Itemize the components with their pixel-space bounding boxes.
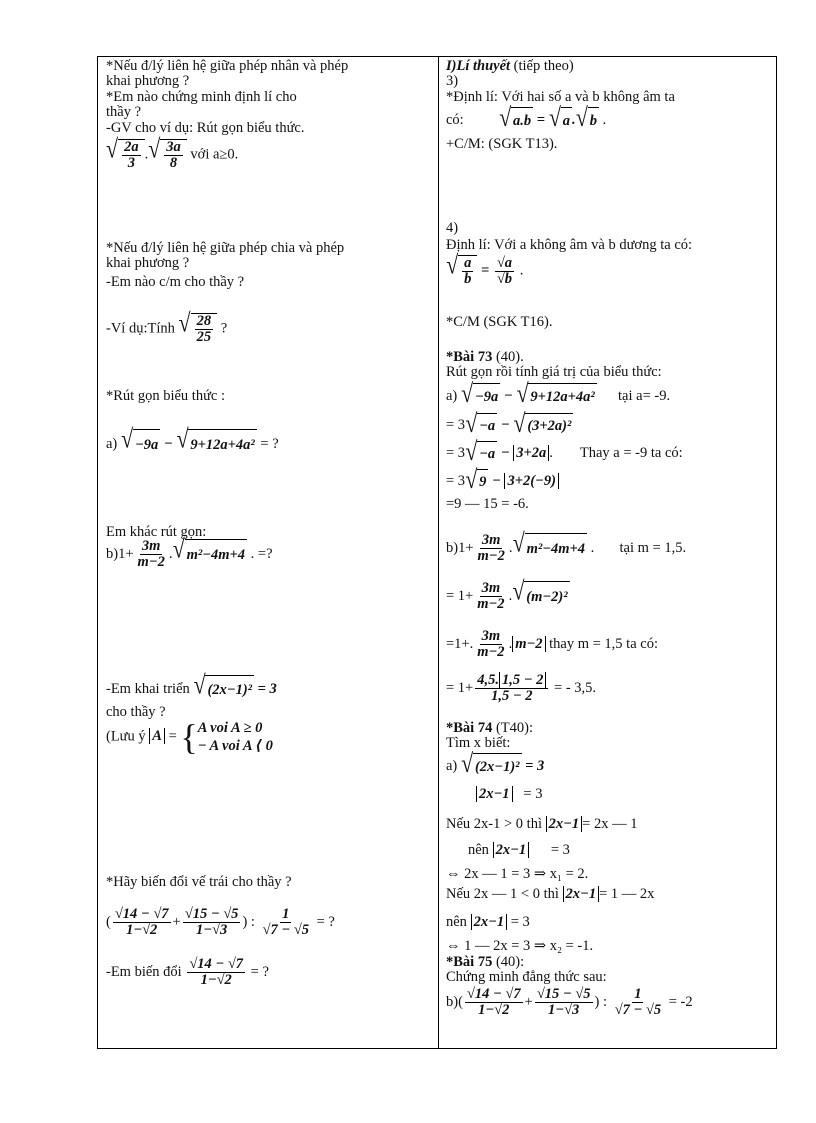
right-bai74-task: Tìm x biết: [446, 735, 511, 751]
right-n3: 3) [446, 73, 459, 89]
right-thm1-formula: có: √ a.b = √ a . √ b . [446, 107, 606, 134]
right-74-case1-nen: nên 2x−1 = 3 [468, 842, 570, 858]
left-q10-tail: = ? [250, 964, 269, 980]
left-q7: Em khác rút gọn: [106, 524, 207, 540]
left-q4-line1: *Nếu đ/lý liên hệ giữa phép chia và phép [106, 240, 345, 256]
left-q2-line2: thầy ? [106, 104, 142, 120]
left-case2: − A voi A ⟨ 0 [197, 738, 273, 754]
right-bai73-ref: (40). [495, 349, 524, 365]
left-q3: -GV cho ví dụ: Rút gọn biểu thức. [106, 120, 305, 136]
right-74-nen-eq: = 3 [550, 842, 570, 858]
right-74-case1: Nếu 2x-1 > 0 thì 2x−1 = 2x — 1 [446, 816, 638, 832]
right-74a-abs-eq: = 3 [523, 786, 543, 802]
right-73b: b)1+ $\frac{3m}{m-2}$ . √ m²−4m+4 . tại m = 1,5. [446, 527, 687, 565]
column-divider [438, 57, 439, 1048]
right-bai75-task: Chứng minh đẳng thức sau: [446, 969, 607, 985]
right-title-text: I)Lí thuyết [446, 58, 511, 74]
right-73a-label: a) [446, 388, 458, 404]
left-q8-line1: -Em khai triển [106, 681, 190, 697]
left-q2-line1: *Em nào chứng minh định lí cho [106, 89, 297, 105]
right-73b-step1: = 1+ $\frac{3m}{m-2}$ . √ (m−2)² [446, 575, 568, 613]
left-example1: √ $\frac{2a}{3}$ . √ $\frac{3a}{8}$ với a≥0. [106, 133, 239, 172]
right-73a-step3: = 3 √ 9 − 3+2(−9) [446, 469, 559, 494]
right-74-case1-tail: = 2x — 1 [582, 816, 638, 832]
right-74-implies2: ⇔ 1 — 2x = 3 ⇒ x₂ = -1. [446, 938, 594, 954]
left-case1: A voi A ≥ 0 [197, 720, 263, 736]
right-73b-cond: tại m = 1,5. [619, 540, 687, 556]
left-example1-cond: với a≥0. [190, 146, 239, 163]
right-thm1-co: có: [446, 112, 464, 128]
right-bai75-title: *Bài 75 [446, 954, 493, 970]
right-74-nen2-eq: = 3 [510, 914, 530, 930]
left-q8: -Em khai triển √ (2x−1)² = 3 [106, 675, 277, 704]
left-q9-tail: = ? [316, 914, 335, 930]
right-title-tail: (tiếp theo) [513, 58, 574, 74]
right-thm2: Định lí: Với a không âm và b dương ta có: [446, 237, 693, 253]
right-n4: 4) [446, 220, 459, 236]
right-75b: b)( $\frac{√14 - √7}{1-√2}$ + $\frac{√15 - √5}{1-√3}$ ) : $\frac{1}{√7 - √5}$ = -2 [446, 986, 693, 1019]
left-q10-label: -Em biến đổi [106, 964, 182, 980]
right-bai75 [446, 955, 524, 970]
right-74-case2-tail: = 1 — 2x [599, 886, 655, 902]
right-73a: a) √ −9a − √ 9+12a+4a² tại a= -9. [446, 383, 670, 410]
right-proof2: *C/M (SGK T16). [446, 314, 553, 330]
right-bai75-ref: (40): [495, 954, 525, 970]
right-73a-step2-eq: = 3 [446, 445, 466, 461]
right-73a-step1-eq: = 3 [446, 417, 466, 433]
right-73b-result-line: = 1+ $\frac{4,5. 1,5 - 2}{1,5 - 2}$ = - 3,5. [446, 672, 597, 705]
left-q1-line1: *Nếu đ/lý liên hệ giữa phép nhân và phép [106, 58, 349, 74]
right-73a-cond: tại a= -9. [618, 388, 671, 404]
left-example2-label: -Ví dụ:Tính [106, 320, 175, 337]
left-q6: *Rút gọn biểu thức : [106, 388, 226, 404]
left-part-b-label: b) [106, 546, 119, 562]
lesson-table [97, 56, 777, 1049]
right-74-nen2-label: nên [446, 914, 467, 930]
left-q10: -Em biến đổi $\frac{√14 - √7}{1-√2}$ = ? [106, 956, 269, 989]
right-bai74 [446, 721, 533, 736]
right-proof1: +C/M: (SGK T13). [446, 136, 558, 152]
left-q1-line2: khai phương ? [106, 73, 190, 89]
right-73a-step2: = 3 √ −a − 3+2a . Thay a = -9 ta có: [446, 436, 683, 467]
right-74-case2-nen: nên 2x−1 = 3 [446, 914, 530, 930]
right-title [446, 59, 574, 74]
left-q8-line2: cho thầy ? [106, 704, 166, 720]
right-73b-label: b) [446, 540, 459, 556]
right-73b-thay: thay m = 1,5 ta có: [549, 636, 658, 652]
right-bai73-title: *Bài 73 [446, 349, 493, 365]
right-73a-thay: Thay a = -9 ta có: [579, 445, 683, 461]
right-thm1: *Định lí: Với hai số a và b không âm ta [446, 89, 675, 105]
left-q5: -Em nào c/m cho thầy ? [106, 274, 245, 290]
right-74-case2-label: Nếu 2x — 1 < 0 thì [446, 886, 559, 902]
right-74-case2: Nếu 2x — 1 < 0 thì 2x−1 = 1 — 2x [446, 886, 655, 902]
left-part-a-label: a) [106, 436, 118, 452]
left-example2-tail: ? [220, 320, 228, 337]
right-73a-result: =9 — 15 = -6. [446, 496, 529, 512]
right-75b-tail: = -2 [668, 994, 693, 1010]
right-73a-step1: = 3 √ −a − √ (3+2a)² [446, 408, 572, 439]
left-part-b: b)1+ $\frac{3m}{m-2}$ . √ m²−4m+4 . =? [106, 533, 273, 571]
right-bai74-ref: (T40): [495, 720, 533, 736]
left-note: (Lưu ý A = { A voi A ≥ 0 − A voi A ⟨ 0 [106, 717, 273, 757]
left-part-a-tail: = ? [260, 436, 279, 452]
left-note-label: (Lưu ý [106, 728, 146, 745]
right-73b-step2: =1+. $\frac{3m}{m-2}$ . m−2 thay m = 1,5 ta có: [446, 628, 658, 661]
left-q9: *Hãy biến đổi vế trái cho thầy ? [106, 874, 292, 890]
right-74-nen-label: nên [468, 842, 489, 858]
right-74-implies1: ⇔ 2x — 1 = 3 ⇒ x₁ = 2. [446, 866, 589, 882]
right-74-case1-label: Nếu 2x-1 > 0 thì [446, 816, 542, 832]
right-bai73 [446, 350, 524, 365]
right-74a: a) √ (2x−1)² = 3 [446, 753, 544, 780]
right-bai74-title: *Bài 74 [446, 720, 493, 736]
right-73a-step3-eq: = 3 [446, 473, 466, 489]
left-part-b-tail: . =? [250, 546, 273, 562]
left-part-a: a) √ −9a − √ 9+12a+4a² = ? [106, 429, 279, 460]
left-example2: -Ví dụ:Tính √ $\frac{28}{25}$ ? [106, 307, 228, 346]
right-bai73-task: Rút gọn rồi tính giá trị của biểu thức: [446, 364, 662, 380]
left-q9-expr: ( $\frac{√14 - √7}{1-√2}$ + $\frac{√15 - √5}{1-√3}$ ) : $\frac{1}{√7 - √5}$ = ? [106, 906, 335, 939]
right-73b-result: = - 3,5. [554, 680, 597, 696]
left-q4-line2: khai phương ? [106, 255, 190, 271]
right-74a-abs: 2x−1 = 3 [476, 783, 542, 805]
right-thm2-formula: √ $\frac{a}{b}$ = $\frac{√a}{√b}$ . [446, 249, 524, 288]
